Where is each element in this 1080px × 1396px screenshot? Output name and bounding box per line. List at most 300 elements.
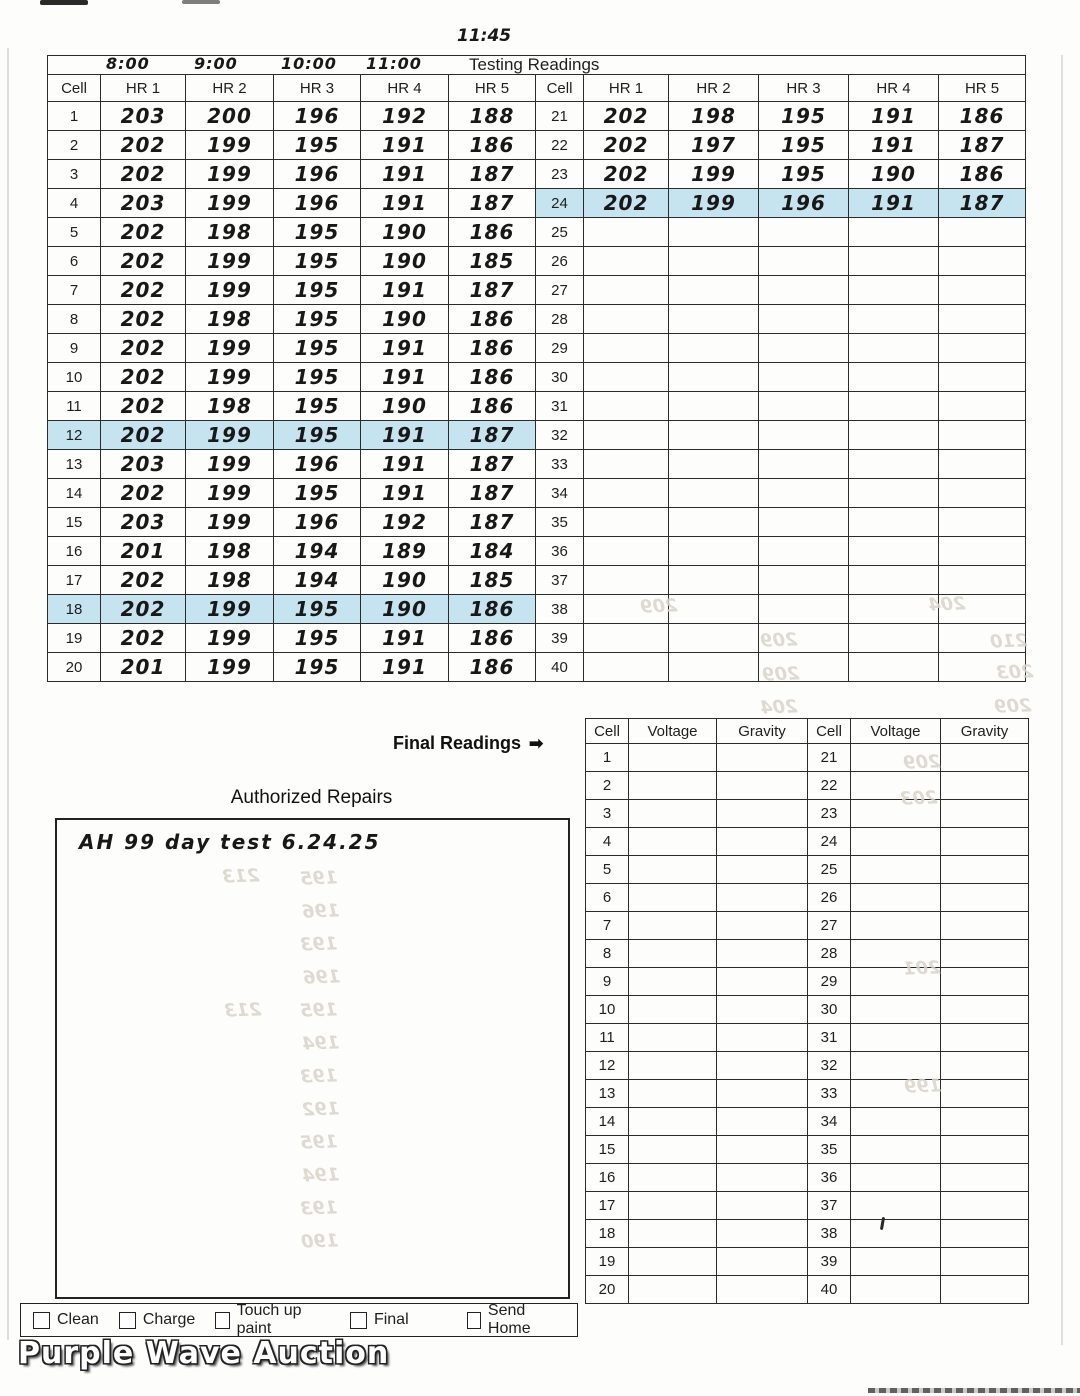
- reading-value: 196: [759, 189, 849, 218]
- reading-value: [584, 363, 669, 392]
- reading-value: [849, 218, 939, 247]
- cell-number: 3: [48, 160, 101, 189]
- reading-value: 187: [449, 479, 536, 508]
- reading-value: 196: [274, 450, 361, 479]
- ghost-bleed-through: 213: [223, 999, 262, 1022]
- table-row: [48, 247, 1026, 276]
- gravity-value: [941, 828, 1029, 856]
- voltage-value: [629, 828, 717, 856]
- reading-value: 200: [186, 102, 274, 131]
- reading-value: [669, 479, 759, 508]
- gravity-value: [717, 800, 808, 828]
- reading-value: 203: [101, 508, 186, 537]
- reading-value: 191: [361, 160, 449, 189]
- column-header: HR 4: [361, 75, 449, 102]
- reading-value: 198: [186, 305, 274, 334]
- reading-value: [584, 247, 669, 276]
- reading-value: 191: [361, 421, 449, 450]
- reading-value: 191: [361, 624, 449, 653]
- reading-value: 186: [939, 102, 1026, 131]
- reading-value: 195: [274, 334, 361, 363]
- voltage-value: [629, 1080, 717, 1108]
- table-row: [586, 1192, 1029, 1220]
- table-row: [48, 595, 1026, 624]
- reading-value: 191: [849, 102, 939, 131]
- reading-value: 199: [186, 508, 274, 537]
- reading-value: 186: [449, 653, 536, 682]
- checkbox[interactable]: [467, 1312, 481, 1329]
- ghost-bleed-through: 192: [301, 1098, 340, 1121]
- voltage-value: [629, 744, 717, 772]
- table-row: [586, 800, 1029, 828]
- table-row: [48, 363, 1026, 392]
- ghost-bleed-through: 209: [759, 629, 798, 652]
- cell-number: 33: [808, 1080, 851, 1108]
- column-header: HR 1: [101, 75, 186, 102]
- reading-value: 199: [186, 189, 274, 218]
- column-header: Voltage: [851, 719, 941, 744]
- arrow-right-icon: ➡: [529, 734, 544, 753]
- reading-value: [759, 653, 849, 682]
- table-row: [586, 1276, 1029, 1304]
- cell-number: 26: [536, 247, 584, 276]
- reading-value: [849, 595, 939, 624]
- testing-readings-title: Testing Readings: [469, 55, 600, 74]
- checkbox-label: Send Home: [487, 1302, 531, 1337]
- reading-value: [939, 218, 1026, 247]
- gravity-value: [717, 912, 808, 940]
- reading-value: [759, 508, 849, 537]
- cell-number: 10: [586, 996, 629, 1024]
- gravity-value: [941, 772, 1029, 800]
- scan-edge-right: [1061, 55, 1063, 1345]
- reading-value: 195: [274, 218, 361, 247]
- voltage-value: [851, 744, 941, 772]
- table-row: [586, 744, 1029, 772]
- voltage-value: [629, 1052, 717, 1080]
- ghost-bleed-through: 195: [299, 867, 338, 890]
- checkbox-strip: [20, 1303, 578, 1337]
- reading-value: [669, 508, 759, 537]
- reading-value: 195: [274, 363, 361, 392]
- reading-value: 195: [759, 160, 849, 189]
- reading-value: 195: [759, 131, 849, 160]
- reading-value: [939, 624, 1026, 653]
- voltage-value: [629, 800, 717, 828]
- reading-value: [669, 276, 759, 305]
- final-table-body: [586, 719, 1029, 1304]
- gravity-value: [717, 1164, 808, 1192]
- authorized-repairs-box[interactable]: [55, 818, 570, 1299]
- table-row: [48, 334, 1026, 363]
- cell-number: 7: [48, 276, 101, 305]
- checkbox[interactable]: [215, 1312, 229, 1329]
- column-header: Gravity: [717, 719, 808, 744]
- gravity-value: [717, 1052, 808, 1080]
- cell-number: 31: [808, 1024, 851, 1052]
- cell-number: 27: [536, 276, 584, 305]
- reading-value: [849, 247, 939, 276]
- reading-value: 202: [101, 479, 186, 508]
- reading-value: 191: [849, 189, 939, 218]
- reading-value: 195: [759, 102, 849, 131]
- voltage-value: [851, 1136, 941, 1164]
- gravity-value: [941, 1080, 1029, 1108]
- cell-number: 8: [48, 305, 101, 334]
- cell-number: 13: [586, 1080, 629, 1108]
- ghost-bleed-through: 193: [299, 933, 338, 956]
- gravity-value: [717, 744, 808, 772]
- reading-value: [849, 276, 939, 305]
- voltage-value: [851, 884, 941, 912]
- reading-value: [759, 247, 849, 276]
- reading-value: 186: [939, 160, 1026, 189]
- ghost-bleed-through: 204: [759, 696, 798, 719]
- final-readings-label: [393, 733, 543, 754]
- reading-value: [939, 276, 1026, 305]
- cell-number: 23: [808, 800, 851, 828]
- reading-value: 198: [186, 537, 274, 566]
- checkbox-label: Clean: [57, 1311, 99, 1328]
- column-header: Gravity: [941, 719, 1029, 744]
- reading-value: [584, 305, 669, 334]
- reading-value: [849, 363, 939, 392]
- reading-value: [584, 334, 669, 363]
- reading-value: 199: [669, 189, 759, 218]
- reading-value: 187: [449, 508, 536, 537]
- gravity-value: [941, 1220, 1029, 1248]
- cell-number: 21: [536, 102, 584, 131]
- reading-value: 190: [361, 247, 449, 276]
- voltage-value: [851, 800, 941, 828]
- gravity-value: [941, 800, 1029, 828]
- column-header: HR 3: [759, 75, 849, 102]
- cell-number: 16: [48, 537, 101, 566]
- gravity-value: [717, 1108, 808, 1136]
- ghost-bleed-through: 194: [301, 1164, 340, 1187]
- table-row: [48, 218, 1026, 247]
- voltage-value: [629, 1136, 717, 1164]
- reading-value: [759, 421, 849, 450]
- cell-number: 39: [536, 624, 584, 653]
- reading-value: 192: [361, 102, 449, 131]
- reading-value: 199: [186, 276, 274, 305]
- cell-number: 26: [808, 884, 851, 912]
- gravity-value: [717, 1220, 808, 1248]
- voltage-value: [629, 856, 717, 884]
- gravity-value: [717, 1248, 808, 1276]
- cell-number: 20: [586, 1276, 629, 1304]
- ghost-bleed-through: 209: [993, 695, 1032, 718]
- cell-number: 7: [586, 912, 629, 940]
- voltage-value: [629, 1192, 717, 1220]
- column-header: HR 2: [669, 75, 759, 102]
- scan-edge-bottom: [868, 1388, 1080, 1393]
- cell-number: 4: [48, 189, 101, 218]
- reading-value: 191: [361, 334, 449, 363]
- cell-number: 9: [48, 334, 101, 363]
- reading-value: 195: [274, 421, 361, 450]
- table-row: [586, 772, 1029, 800]
- reading-value: [759, 218, 849, 247]
- reading-value: 190: [361, 218, 449, 247]
- cell-number: 25: [808, 856, 851, 884]
- gravity-value: [941, 912, 1029, 940]
- reading-value: [939, 653, 1026, 682]
- cell-number: 2: [586, 772, 629, 800]
- reading-value: [669, 334, 759, 363]
- reading-value: 187: [939, 131, 1026, 160]
- table-row: [48, 276, 1026, 305]
- reading-value: 190: [361, 392, 449, 421]
- reading-value: 202: [101, 131, 186, 160]
- reading-value: 202: [101, 334, 186, 363]
- gravity-value: [717, 1136, 808, 1164]
- reading-value: 195: [274, 624, 361, 653]
- reading-value: [584, 653, 669, 682]
- cell-number: 25: [536, 218, 584, 247]
- reading-value: [759, 450, 849, 479]
- column-header: Cell: [48, 75, 101, 102]
- reading-value: 194: [274, 537, 361, 566]
- scan-speck: [40, 0, 88, 5]
- cell-number: 40: [536, 653, 584, 682]
- reading-value: [849, 653, 939, 682]
- reading-value: 185: [449, 247, 536, 276]
- reading-value: 184: [449, 537, 536, 566]
- table-row: [48, 305, 1026, 334]
- ghost-bleed-through: 193: [299, 1065, 338, 1088]
- reading-value: 199: [186, 421, 274, 450]
- reading-value: 199: [186, 363, 274, 392]
- reading-value: [849, 624, 939, 653]
- reading-value: 190: [361, 595, 449, 624]
- reading-value: 195: [274, 131, 361, 160]
- cell-number: 6: [586, 884, 629, 912]
- cell-number: 24: [536, 189, 584, 218]
- reading-value: 186: [449, 624, 536, 653]
- reading-value: 196: [274, 102, 361, 131]
- cell-number: 14: [48, 479, 101, 508]
- gravity-value: [717, 996, 808, 1024]
- column-header: HR 2: [186, 75, 274, 102]
- reading-value: 191: [361, 363, 449, 392]
- reading-value: 199: [186, 624, 274, 653]
- table-row: [48, 131, 1026, 160]
- reading-value: 202: [584, 189, 669, 218]
- table-row: [48, 189, 1026, 218]
- voltage-value: [851, 1248, 941, 1276]
- ghost-bleed-through: 204: [927, 593, 966, 616]
- cell-number: 6: [48, 247, 101, 276]
- cell-number: 20: [48, 653, 101, 682]
- reading-value: 195: [274, 276, 361, 305]
- cell-number: 29: [536, 334, 584, 363]
- gravity-value: [717, 828, 808, 856]
- cell-number: 38: [808, 1220, 851, 1248]
- reading-value: 199: [669, 160, 759, 189]
- checkbox[interactable]: [119, 1312, 136, 1329]
- table-row: [48, 479, 1026, 508]
- voltage-value: [629, 1108, 717, 1136]
- reading-value: 196: [274, 508, 361, 537]
- reading-value: [669, 392, 759, 421]
- ghost-bleed-through: 195: [299, 999, 338, 1022]
- voltage-value: [629, 940, 717, 968]
- reading-value: 191: [361, 653, 449, 682]
- ghost-bleed-through: 195: [299, 1131, 338, 1154]
- reading-value: [939, 479, 1026, 508]
- reading-value: 196: [274, 189, 361, 218]
- reading-value: [939, 537, 1026, 566]
- reading-value: 195: [274, 392, 361, 421]
- table-row: [586, 1052, 1029, 1080]
- voltage-value: [629, 1164, 717, 1192]
- cell-number: 5: [48, 218, 101, 247]
- checkbox[interactable]: [350, 1312, 367, 1329]
- reading-value: [939, 392, 1026, 421]
- cell-number: 8: [586, 940, 629, 968]
- cell-number: 31: [536, 392, 584, 421]
- reading-value: 202: [101, 624, 186, 653]
- reading-value: [939, 334, 1026, 363]
- table-row: [586, 1248, 1029, 1276]
- reading-value: [849, 305, 939, 334]
- reading-value: 189: [361, 537, 449, 566]
- voltage-value: [851, 772, 941, 800]
- table-row: [586, 856, 1029, 884]
- reading-value: 202: [101, 595, 186, 624]
- reading-value: [759, 566, 849, 595]
- checkbox[interactable]: [33, 1312, 50, 1329]
- voltage-value: [629, 912, 717, 940]
- final-readings-table: [585, 718, 1029, 1304]
- voltage-value: [851, 940, 941, 968]
- gravity-value: [941, 1024, 1029, 1052]
- voltage-value: [851, 1080, 941, 1108]
- cell-number: 2: [48, 131, 101, 160]
- cell-number: 19: [48, 624, 101, 653]
- voltage-value: [851, 968, 941, 996]
- times-row: [48, 56, 1026, 75]
- ghost-bleed-through: 196: [301, 900, 340, 923]
- cell-number: 16: [586, 1164, 629, 1192]
- reading-value: 198: [186, 566, 274, 595]
- table-row: [48, 421, 1026, 450]
- reading-value: 201: [101, 537, 186, 566]
- table-row: [586, 828, 1029, 856]
- reading-value: 190: [361, 566, 449, 595]
- testing-table-header-row: [48, 75, 1026, 102]
- voltage-value: [629, 1276, 717, 1304]
- table-row: [586, 996, 1029, 1024]
- table-row: [48, 566, 1026, 595]
- cell-number: 1: [586, 744, 629, 772]
- column-header: HR 1: [584, 75, 669, 102]
- reading-value: [584, 566, 669, 595]
- reading-value: [759, 305, 849, 334]
- reading-value: [669, 218, 759, 247]
- ghost-bleed-through: 213: [221, 865, 260, 888]
- gravity-value: [941, 1276, 1029, 1304]
- reading-value: 202: [101, 247, 186, 276]
- column-header: Cell: [536, 75, 584, 102]
- cell-number: 24: [808, 828, 851, 856]
- handwritten-time-1100: 11:00: [366, 55, 422, 73]
- gravity-value: [717, 1276, 808, 1304]
- table-row: [48, 537, 1026, 566]
- authorized-repairs-title: Authorized Repairs: [230, 787, 393, 808]
- column-header: Cell: [808, 719, 851, 744]
- reading-value: 187: [939, 189, 1026, 218]
- reading-value: [584, 392, 669, 421]
- table-row: [48, 392, 1026, 421]
- reading-value: 198: [186, 392, 274, 421]
- ghost-bleed-through: 209: [761, 663, 800, 686]
- gravity-value: [941, 1248, 1029, 1276]
- reading-value: [939, 305, 1026, 334]
- cell-number: 35: [808, 1136, 851, 1164]
- reading-value: [759, 392, 849, 421]
- reading-value: [939, 595, 1026, 624]
- gravity-value: [941, 940, 1029, 968]
- reading-value: [584, 624, 669, 653]
- checkbox-label: Touch up paint: [236, 1302, 302, 1337]
- cell-number: 27: [808, 912, 851, 940]
- cell-number: 36: [808, 1164, 851, 1192]
- reading-value: [669, 624, 759, 653]
- cell-number: 22: [808, 772, 851, 800]
- reading-value: 191: [361, 479, 449, 508]
- gravity-value: [941, 1136, 1029, 1164]
- reading-value: [584, 479, 669, 508]
- reading-value: [669, 363, 759, 392]
- reading-value: 187: [449, 189, 536, 218]
- cell-number: 38: [536, 595, 584, 624]
- reading-value: 191: [361, 131, 449, 160]
- voltage-value: [851, 1108, 941, 1136]
- reading-value: 199: [186, 160, 274, 189]
- table-row: [48, 508, 1026, 537]
- reading-value: 199: [186, 653, 274, 682]
- cell-number: 10: [48, 363, 101, 392]
- column-header: HR 3: [274, 75, 361, 102]
- reading-value: 186: [449, 334, 536, 363]
- reading-value: 188: [449, 102, 536, 131]
- table-row: [586, 1108, 1029, 1136]
- table-row: [48, 102, 1026, 131]
- checkbox-item: [215, 1302, 322, 1338]
- gravity-value: [717, 856, 808, 884]
- ghost-bleed-through: 209: [639, 595, 678, 618]
- gravity-value: [717, 884, 808, 912]
- reading-value: 199: [186, 334, 274, 363]
- checkbox-item: [119, 1311, 195, 1329]
- gravity-value: [717, 968, 808, 996]
- voltage-value: [851, 1192, 941, 1220]
- voltage-value: [851, 1276, 941, 1304]
- reading-value: [669, 247, 759, 276]
- cell-number: 5: [586, 856, 629, 884]
- reading-value: 199: [186, 131, 274, 160]
- reading-value: [759, 334, 849, 363]
- gravity-value: [717, 940, 808, 968]
- gravity-value: [941, 744, 1029, 772]
- authorized-repairs-note: AH 99 day test 6.24.25: [79, 830, 381, 854]
- reading-value: [759, 595, 849, 624]
- voltage-value: [629, 1248, 717, 1276]
- reading-value: [669, 595, 759, 624]
